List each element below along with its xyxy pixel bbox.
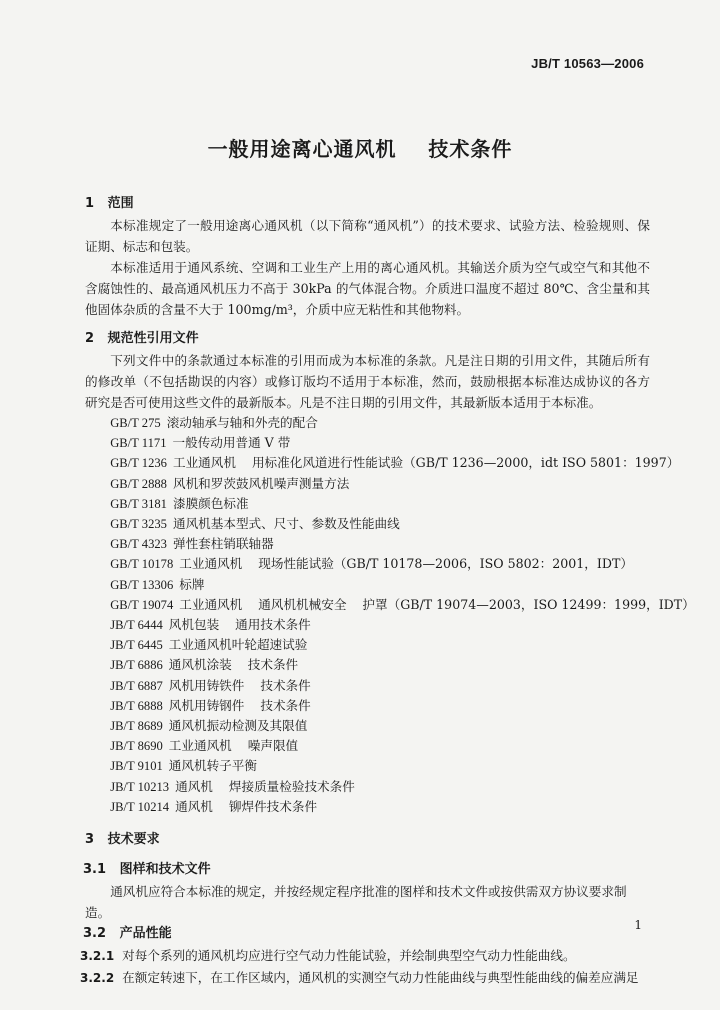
- reference-item: [85, 534, 650, 554]
- reference-code: JB/T 6887: [110, 678, 163, 693]
- reference-item: [85, 413, 650, 433]
- reference-list: [85, 413, 695, 817]
- reference-title: 通风机转子平衡: [168, 758, 257, 774]
- reference-code: GB/T 4323: [110, 537, 167, 552]
- reference-title: 漆膜颜色标准: [172, 495, 249, 511]
- reference-title: 通风机基本型式、尺寸、参数及性能曲线: [172, 516, 400, 532]
- reference-item: [85, 595, 695, 615]
- reference-title: 弹性套柱销联轴器: [172, 536, 274, 552]
- reference-code: JB/T 8690: [110, 739, 163, 754]
- section-3-1-heading: 3.1 图样和技术文件: [83, 862, 211, 878]
- reference-title: 工业通风机 现场性能试验（GB/T 10178—2006，ISO 5802：2001，IDT）: [179, 556, 633, 572]
- reference-item: [85, 756, 650, 776]
- section-1-paragraph: 本标准规定了一般用途离心通风机（以下简称“通风机”）的技术要求、试验方法、检验规则、保证期、标志和包装。: [85, 218, 650, 254]
- reference-item: [85, 575, 650, 595]
- section-3-1-text: 通风机应符合本标准的规定，并按经规定程序批准的图样和技术文件或按供需双方协议要求制造。: [85, 884, 627, 921]
- reference-code: GB/T 3181: [110, 496, 167, 511]
- reference-title: 风机用铸铁件 技术条件: [168, 677, 311, 693]
- reference-title: 通风机振动检测及其限值: [168, 718, 308, 734]
- section-number: 3.2.1: [80, 949, 115, 964]
- reference-item: [85, 554, 650, 574]
- page-number: 1: [634, 918, 642, 932]
- section-text: 在额定转速下，在工作区域内，通风机的实测空气动力性能曲线与典型性能曲线的偏差应满足: [122, 970, 639, 986]
- reference-title: 滚动轴承与轴和外壳的配合: [166, 415, 318, 430]
- reference-title: 通风机涂装 技术条件: [168, 657, 299, 673]
- section-number: 3.2.2: [80, 971, 115, 986]
- reference-title: 工业通风机 通风机机械安全 护罩（GB/T 19074—2003，ISO 12499：1999，IDT）: [179, 596, 695, 612]
- reference-code: JB/T 6888: [110, 698, 163, 713]
- reference-code: JB/T 10213: [110, 779, 170, 794]
- reference-item: [85, 696, 650, 716]
- section-2-intro: 下列文件中的条款通过本标准的引用而成为本标准的条款。凡是注日期的引用文件，其随后所有的修改单（不包括勘误的内容）或修订版均不适用于本标准，然而，鼓励根据本标准达成协议的各方研究是否可使用这些文件的最新版本。凡是不注日期的引用文件，其最新版本适用于本标准。: [85, 353, 650, 410]
- reference-title: 工业通风机 用标准化风道进行性能试验（GB/T 1236—2000，idt ISO 5801：1997）: [172, 455, 680, 471]
- reference-title: 通风机 焊接质量检验技术条件: [175, 778, 355, 794]
- reference-code: GB/T 10178: [110, 557, 174, 572]
- reference-code: JB/T 9101: [110, 759, 163, 774]
- reference-code: GB/T 2888: [110, 476, 167, 491]
- section-text: 对每个系列的通风机均应进行空气动力性能试验，并绘制典型空气动力性能曲线。: [122, 948, 576, 964]
- reference-item: [85, 453, 680, 473]
- reference-item: [85, 676, 650, 696]
- standard-code: JB/T 10563—2006: [531, 56, 644, 71]
- reference-code: JB/T 6444: [110, 618, 163, 633]
- reference-title: 工业通风机 噪声限值: [168, 738, 299, 754]
- section-3-2-1: [80, 945, 650, 967]
- reference-code: JB/T 8689: [110, 719, 163, 734]
- reference-title: 标牌: [179, 576, 205, 592]
- reference-item: [85, 494, 650, 514]
- reference-code: GB/T 1171: [110, 436, 167, 451]
- reference-title: 风机包装 通用技术条件: [168, 617, 311, 633]
- section-3-heading: 3 技术要求: [85, 832, 160, 848]
- reference-code: GB/T 19074: [110, 597, 174, 612]
- reference-title: 通风机 铆焊件技术条件: [175, 798, 318, 814]
- section-3-2-heading: 3.2 产品性能: [83, 926, 172, 942]
- reference-code: GB/T 1236: [110, 456, 167, 471]
- reference-item: [85, 615, 650, 635]
- reference-code: JB/T 6445: [110, 638, 163, 653]
- reference-item: [85, 797, 650, 817]
- reference-title: 风机和罗茨鼓风机噪声测量方法: [172, 475, 350, 491]
- reference-item: [85, 655, 650, 675]
- reference-item: [85, 514, 650, 534]
- reference-code: GB/T 3235: [110, 517, 167, 532]
- reference-title: 一般传动用普通 V 带: [172, 435, 291, 451]
- section-2-heading: 2 规范性引用文件: [85, 331, 199, 346]
- reference-code: GB/T 13306: [110, 577, 174, 592]
- reference-item: [85, 716, 650, 736]
- reference-item: [85, 474, 650, 494]
- reference-title: 工业通风机叶轮超速试验: [168, 637, 308, 653]
- reference-code: JB/T 10214: [110, 799, 170, 814]
- reference-item: [85, 433, 650, 453]
- reference-item: [85, 635, 650, 655]
- document-body: [80, 193, 695, 989]
- reference-item: [85, 777, 650, 797]
- section-3-2-2: [80, 967, 650, 989]
- reference-item: [85, 736, 650, 756]
- section-1-paragraph: 本标准适用于通风系统、空调和工业生产上用的离心通风机。其输送介质为空气或空气和其他不含腐蚀性的、最高通风机压力不高于 30kPa 的气体混合物。介质进口温度不超过 80℃、含尘量和其他固体杂质的含量不大于 100mg/m³，介质中应无粘性和其他物料。: [85, 260, 650, 317]
- reference-title: 风机用铸钢件 技术条件: [168, 697, 311, 713]
- section-1-heading: 1 范围: [85, 196, 134, 211]
- reference-code: JB/T 6886: [110, 658, 163, 673]
- document-title: 一般用途离心通风机 技术条件: [207, 137, 513, 161]
- reference-code: GB/T 275: [110, 416, 161, 430]
